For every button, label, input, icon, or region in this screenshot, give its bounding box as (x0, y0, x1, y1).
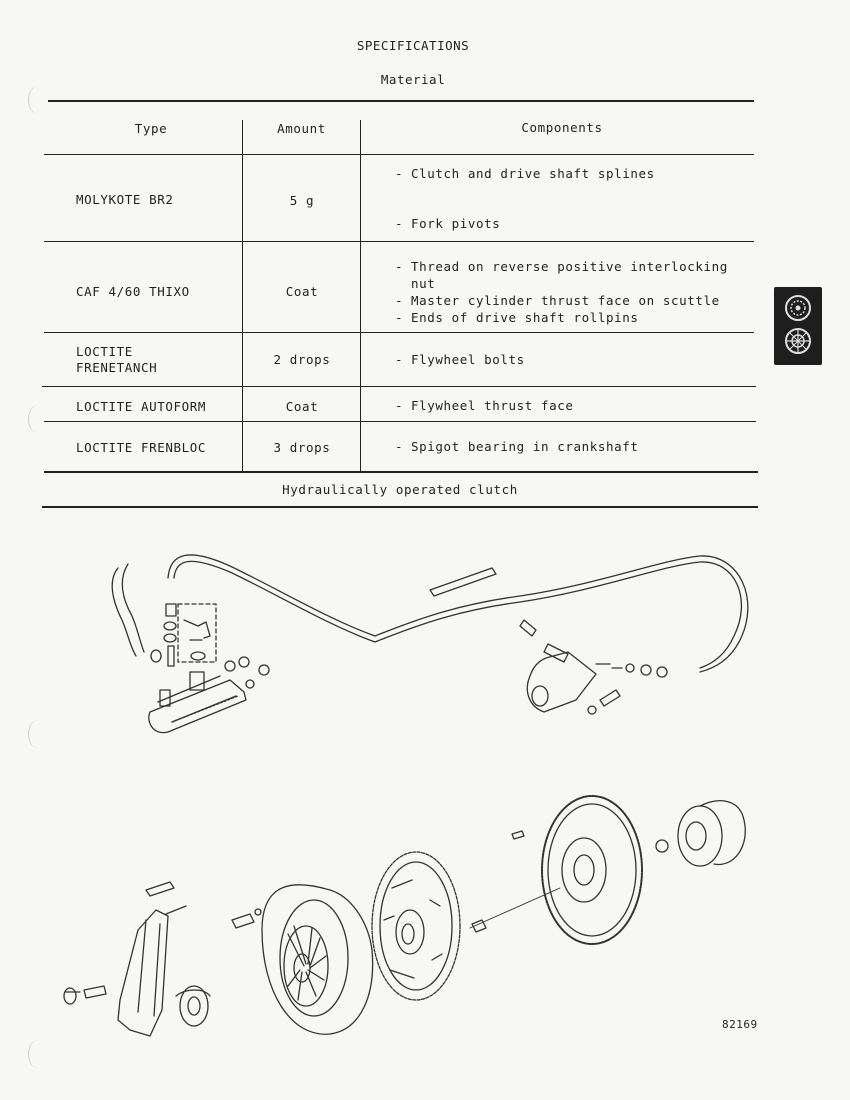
row5-amount: 3 drops (273, 440, 331, 455)
figure-number: 82169 (722, 1018, 758, 1031)
component-item: - Spigot bearing in crankshaft (395, 439, 755, 455)
component-item: - Flywheel bolts (395, 352, 755, 368)
header-amount: Amount (277, 121, 326, 136)
row5-type: LOCTITE FRENBLOC (76, 440, 207, 455)
reservoir-hose (112, 568, 136, 656)
component-item: - Fork pivots (395, 216, 755, 232)
row2-type: CAF 4/60 THIXO (76, 284, 190, 299)
crankshaft (678, 806, 722, 866)
pressure-plate (262, 885, 373, 1034)
component-item: - Clutch and drive shaft splines (395, 166, 755, 182)
row2-amount: Coat (285, 284, 319, 299)
row1-amount: 5 g (289, 193, 315, 208)
row4-amount: Coat (285, 399, 319, 414)
type-line: FRENETANCH (76, 360, 158, 375)
flywheel (542, 796, 642, 944)
row1-type: MOLYKOTE BR2 (76, 192, 174, 207)
pushrod (430, 568, 496, 596)
page-title: SPECIFICATIONS (356, 38, 470, 53)
component-item: - Master cylinder thrust face on scuttle (395, 292, 755, 309)
subsection-heading: Hydraulically operated clutch (282, 482, 518, 497)
section-title: Material (380, 72, 446, 87)
clutch-disc (372, 852, 460, 1000)
header-type: Type (134, 121, 168, 136)
component-item: - Ends of drive shaft rollpins (395, 309, 755, 326)
release-fork (118, 910, 168, 1036)
row3-amount: 2 drops (273, 352, 331, 367)
component-item: - Thread on reverse positive interlocking nut (395, 258, 751, 292)
row4-type: LOCTITE AUTOFORM (76, 399, 207, 414)
header-components: Components (521, 120, 603, 135)
fitting-detail-box (178, 604, 216, 662)
component-item: - Flywheel thrust face (395, 398, 755, 414)
type-line: LOCTITE (76, 344, 133, 359)
